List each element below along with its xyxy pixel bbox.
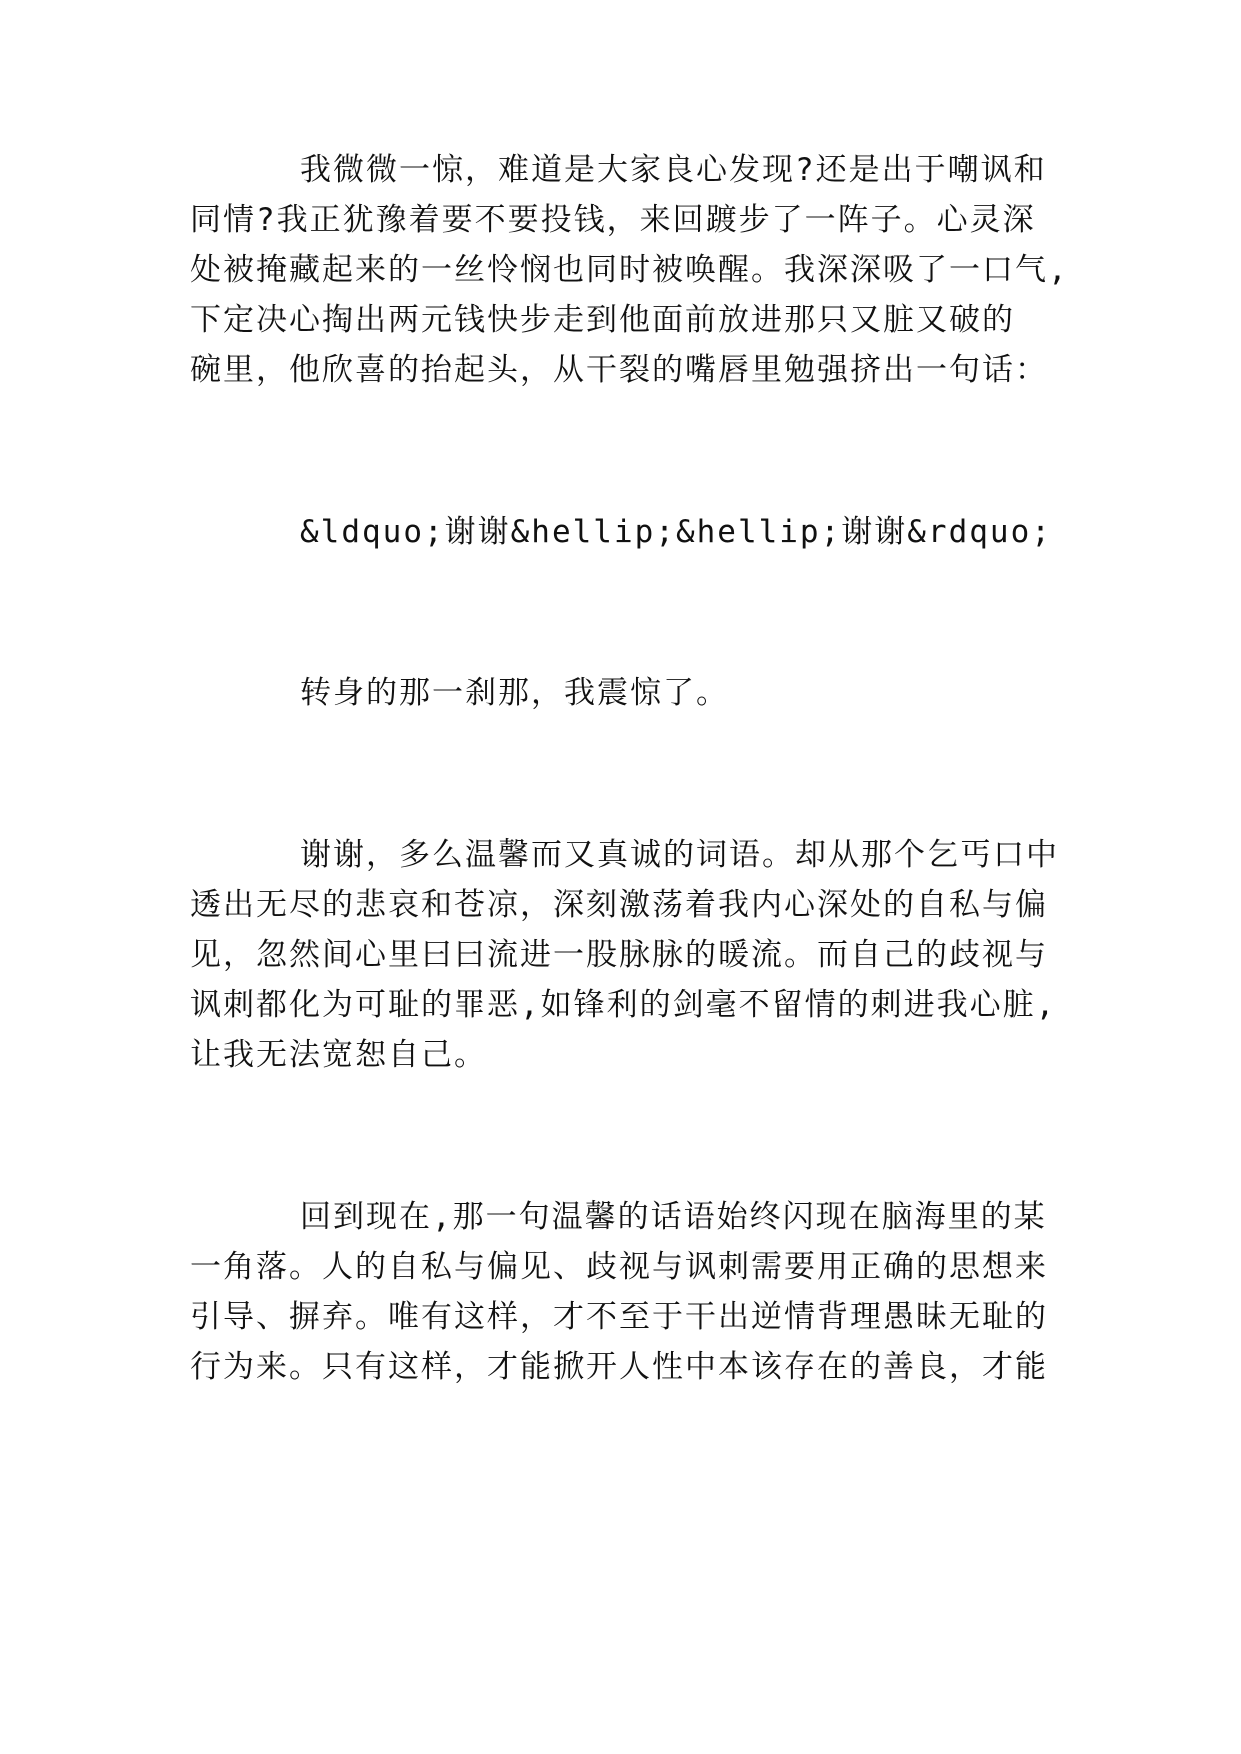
paragraph-1-line-5: 碗里，他欣喜的抬起头，从干裂的嘴唇里勉强挤出一句话： (190, 352, 1048, 388)
paragraph-5-line-2: 一角落。人的自私与偏见、歧视与讽刺需要用正确的思想来 (190, 1249, 1048, 1285)
paragraph-1-line-1: 我微微一惊，难道是大家良心发现?还是出于嘲讽和 (300, 152, 1047, 188)
paragraph-2-line-1: &ldquo;谢谢&hellip;&hellip;谢谢&rdquo; (300, 514, 1052, 550)
paragraph-4-line-2: 透出无尽的悲哀和苍凉，深刻激荡着我内心深处的自私与偏 (190, 887, 1048, 923)
paragraph-4-line-4: 讽刺都化为可耻的罪恶,如锋利的剑毫不留情的刺进我心脏, (190, 987, 1057, 1023)
paragraph-3-line-1: 转身的那一刹那，我震惊了。 (300, 675, 729, 711)
paragraph-4-line-1: 谢谢，多么温馨而又真诚的词语。却从那个乞丐口中 (300, 837, 1059, 873)
paragraph-4-line-5: 让我无法宽恕自己。 (190, 1037, 487, 1073)
paragraph-1-line-3: 处被掩藏起来的一丝怜悯也同时被唤醒。我深深吸了一口气, (190, 252, 1069, 288)
paragraph-5-line-1: 回到现在,那一句温馨的话语始终闪现在脑海里的某 (300, 1199, 1047, 1235)
paragraph-4-line-3: 见，忽然间心里曰曰流进一股脉脉的暖流。而自己的歧视与 (190, 937, 1048, 973)
paragraph-5-line-4: 行为来。只有这样，才能掀开人性中本该存在的善良，才能 (190, 1349, 1048, 1385)
paragraph-1-line-2: 同情?我正犹豫着要不要投钱，来回踱步了一阵子。心灵深 (190, 202, 1036, 238)
paragraph-1-line-4: 下定决心掏出两元钱快步走到他面前放进那只又脏又破的 (190, 302, 1015, 338)
paragraph-5-line-3: 引导、摒弃。唯有这样，才不至于干出逆情背理愚昧无耻的 (190, 1299, 1048, 1335)
